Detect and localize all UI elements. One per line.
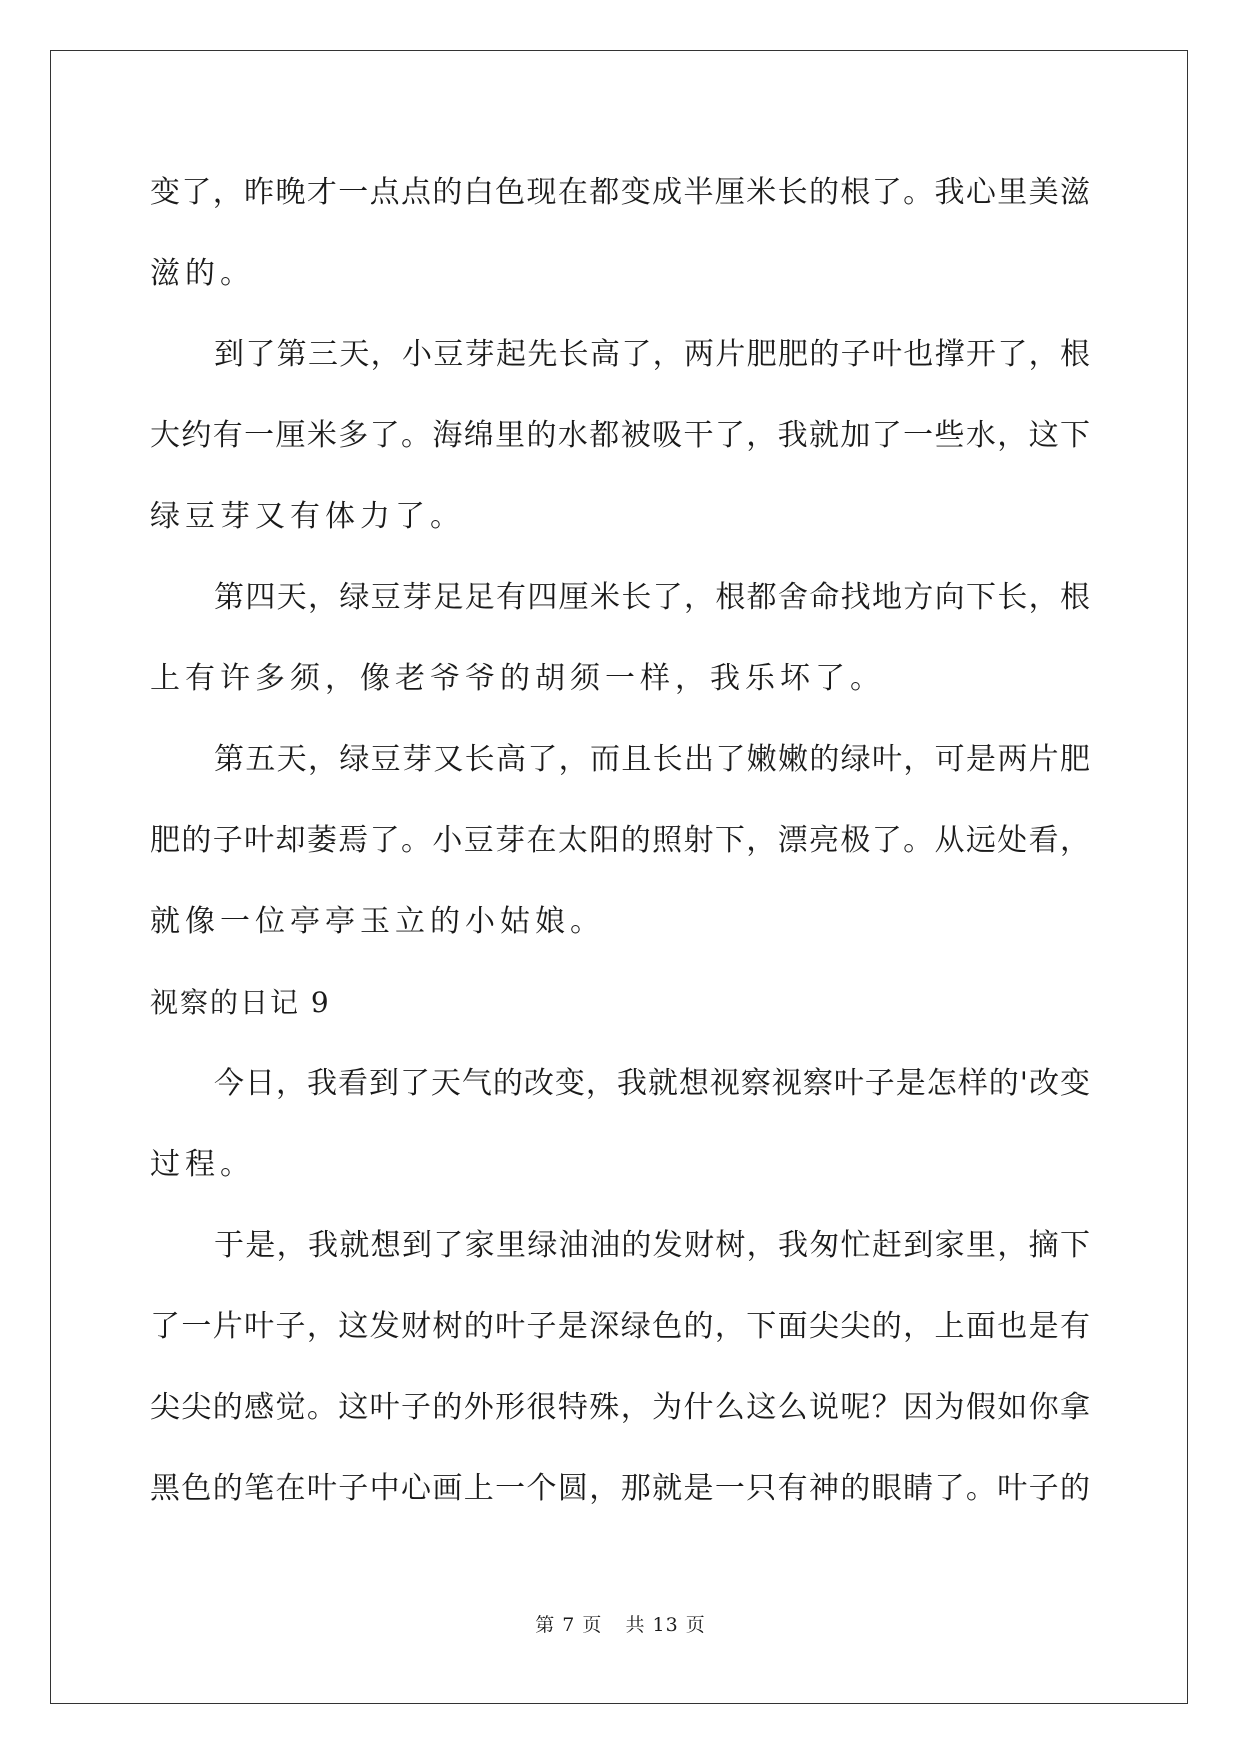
text-line: 大约有一厘米多了。海绵里的水都被吸干了，我就加了一些水，这下 bbox=[150, 418, 1090, 453]
text-line: 了一片叶子，这发财树的叶子是深绿色的，下面尖尖的，上面也是有 bbox=[150, 1309, 1090, 1344]
text-line: 绿豆芽又有体力了。 bbox=[150, 499, 465, 534]
text-line: 今日，我看到了天气的改变，我就想视察视察叶子是怎样的'改变 bbox=[214, 1066, 1090, 1101]
text-line: 到了第三天，小豆芽起先长高了，两片肥肥的子叶也撑开了，根 bbox=[214, 337, 1090, 372]
page-footer bbox=[0, 1610, 1241, 1637]
text-line: 滋的。 bbox=[150, 256, 255, 291]
text-line: 过程。 bbox=[150, 1147, 255, 1182]
text-line: 黑色的笔在叶子中心画上一个圆，那就是一只有神的眼睛了。叶子的 bbox=[150, 1471, 1090, 1506]
text-line: 变了，昨晚才一点点的白色现在都变成半厘米长的根了。我心里美滋 bbox=[150, 175, 1090, 210]
text-line: 于是，我就想到了家里绿油油的发财树，我匆忙赶到家里，摘下 bbox=[214, 1228, 1090, 1263]
text-line: 上有许多须，像老爷爷的胡须一样，我乐坏了。 bbox=[150, 661, 885, 696]
text-line: 肥的子叶却萎焉了。小豆芽在太阳的照射下，漂亮极了。从远处看， bbox=[150, 823, 1090, 858]
text-line: 尖尖的感觉。这叶子的外形很特殊，为什么这么说呢？因为假如你拿 bbox=[150, 1390, 1090, 1425]
current-page-label: 第 7 页 bbox=[535, 1614, 603, 1636]
section-title: 视察的日记 9 bbox=[150, 986, 331, 1019]
text-line: 第四天，绿豆芽足足有四厘米长了，根都舍命找地方向下长，根 bbox=[214, 580, 1090, 615]
text-line: 第五天，绿豆芽又长高了，而且长出了嫩嫩的绿叶，可是两片肥 bbox=[214, 742, 1090, 777]
text-line: 就像一位亭亭玉立的小姑娘。 bbox=[150, 904, 605, 939]
document-body bbox=[150, 152, 1090, 1529]
total-pages-label: 共 13 页 bbox=[625, 1614, 706, 1636]
